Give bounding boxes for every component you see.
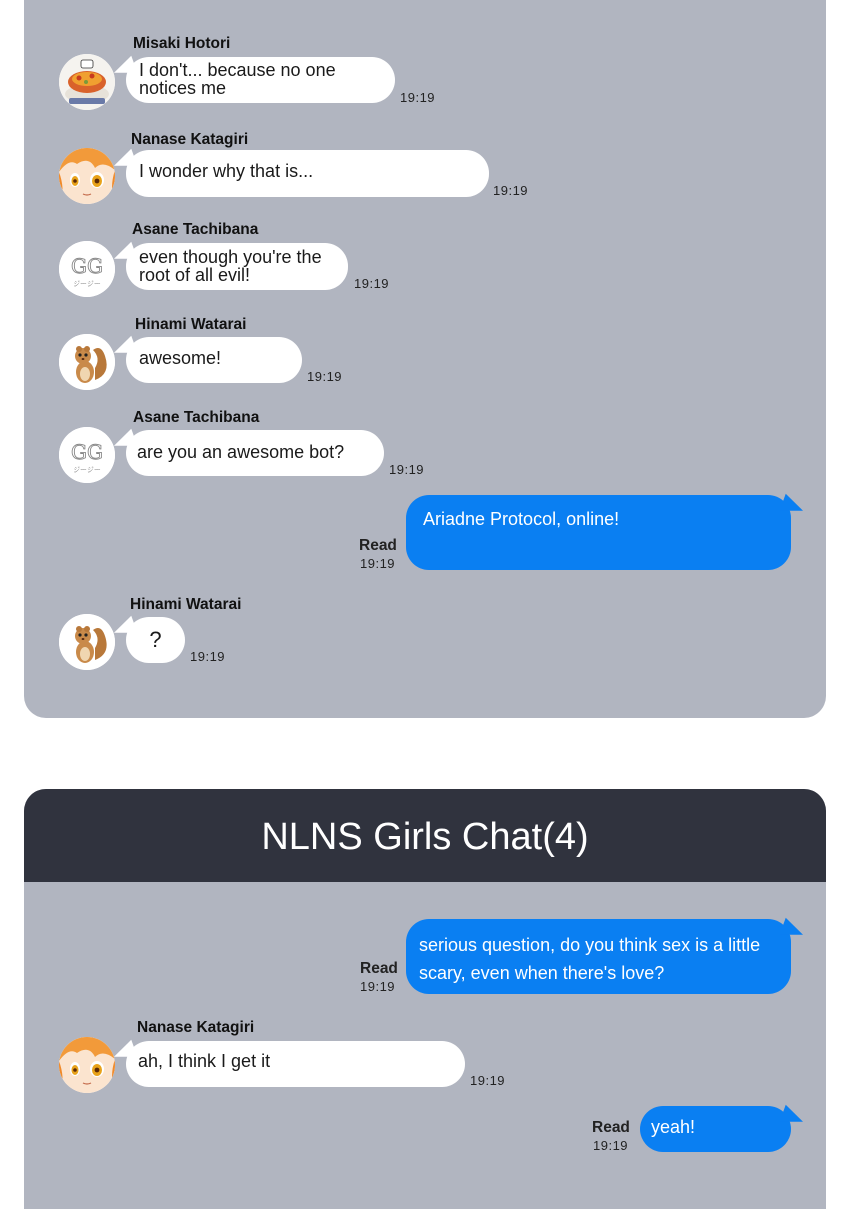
message-bubble[interactable] (126, 617, 185, 663)
message-text: serious question, do you think sex is a little scary, even when there's love? (419, 935, 761, 983)
message-text: ? (149, 627, 162, 652)
message-time: 19:19 (360, 556, 396, 571)
message-text: even though you're the root of all evil! (139, 247, 322, 285)
message-text: I wonder why that is... (139, 161, 314, 181)
gg-logo-text: GG (71, 254, 103, 278)
message-bubble[interactable] (126, 57, 395, 103)
message-text: are you an awesome bot? (137, 442, 345, 462)
chat-panel-bottom (24, 789, 826, 1209)
sender-name: Asane Tachibana (133, 409, 260, 426)
message-text: awesome! (139, 348, 222, 368)
gg-logo-avatar[interactable] (59, 427, 115, 483)
message-time: 19:19 (307, 369, 343, 384)
message-time: 19:19 (593, 1138, 629, 1153)
food-plate-avatar[interactable] (59, 54, 115, 110)
message-bubble[interactable] (126, 243, 348, 290)
chat-panel-top (24, 0, 826, 718)
message-text: Ariadne Protocol, online! (423, 509, 620, 529)
gg-logo-text: GG (71, 440, 103, 464)
message-bubble[interactable] (126, 150, 489, 197)
message-time: 19:19 (400, 90, 436, 105)
message-bubble[interactable] (126, 430, 384, 476)
sender-name: Hinami Watarai (135, 316, 247, 333)
orange-hair-girl-avatar[interactable] (59, 148, 115, 204)
message-bubble-outgoing[interactable] (640, 1106, 791, 1152)
message-time: 19:19 (470, 1073, 506, 1088)
read-receipt: Read (360, 960, 398, 977)
squirrel-avatar[interactable] (59, 334, 115, 390)
sender-name: Nanase Katagiri (137, 1019, 255, 1036)
message-time: 19:19 (190, 649, 226, 664)
message-bubble[interactable] (126, 337, 302, 383)
message-time: 19:19 (493, 183, 529, 198)
read-receipt: Read (359, 537, 397, 554)
gg-logo-sub: ジージー (73, 280, 101, 288)
sender-name: Misaki Hotori (133, 35, 231, 52)
message-bubble-outgoing[interactable] (406, 919, 791, 994)
message-time: 19:19 (360, 979, 396, 994)
orange-hair-girl-avatar[interactable] (59, 1037, 115, 1093)
message-bubble-outgoing[interactable] (406, 495, 791, 570)
message-bubble[interactable] (126, 1041, 465, 1087)
message-text: I don't... because no one notices me (139, 60, 336, 98)
squirrel-avatar[interactable] (59, 614, 115, 670)
read-receipt: Read (592, 1119, 630, 1136)
sender-name: Hinami Watarai (130, 596, 242, 613)
gg-logo-avatar[interactable] (59, 241, 115, 297)
sender-name: Asane Tachibana (132, 221, 259, 238)
sender-name: Nanase Katagiri (131, 131, 249, 148)
chat-title: NLNS Girls Chat(4) (24, 789, 826, 882)
message-time: 19:19 (389, 462, 425, 477)
gg-logo-sub: ジージー (73, 466, 101, 474)
message-text: ah, I think I get it (138, 1051, 271, 1071)
message-text: yeah! (651, 1117, 696, 1137)
message-time: 19:19 (354, 276, 390, 291)
